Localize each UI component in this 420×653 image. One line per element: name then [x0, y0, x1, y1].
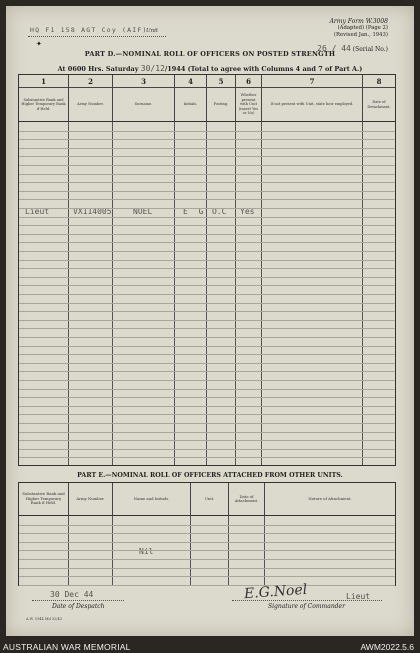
row-rule: [19, 559, 395, 560]
strength-date: 30/12: [140, 64, 165, 73]
row-rule: [19, 576, 395, 577]
col-desc-6: Whether present with Unit (insert Yes or No): [236, 88, 262, 122]
unit-value: HQ F1 158 AGT Coy (AIF): [30, 26, 148, 34]
row-rule: [19, 585, 395, 586]
row-rule: [19, 225, 395, 226]
row-rule: [19, 165, 395, 166]
part-e-table: [18, 482, 396, 586]
col-num-1: 1: [19, 75, 69, 88]
row-rule: [19, 148, 395, 149]
form-id-line: (Revised Jan., 1943): [333, 32, 388, 38]
row-rule: [19, 414, 395, 415]
row-rule: [19, 303, 395, 304]
despatch-rule: [32, 600, 124, 601]
row-rule: [19, 199, 395, 200]
row-rule: [19, 389, 395, 390]
col-num-6: 6: [236, 75, 262, 88]
despatch-label: Date of Despatch: [52, 603, 105, 610]
col-desc-3: Surname.: [113, 88, 175, 122]
serial-label: (Serial No.): [352, 46, 388, 53]
entry-rank: Lieut: [25, 207, 50, 216]
row-rule: [19, 457, 395, 458]
row-rule: [19, 533, 395, 534]
row-rule: [19, 311, 395, 312]
e-col-unit: Unit.: [191, 483, 229, 516]
row-rule: [19, 131, 395, 132]
row-rule: [19, 397, 395, 398]
document-sheet: [6, 6, 414, 636]
col-num-5: 5: [207, 75, 236, 88]
row-rule: [19, 320, 395, 321]
col-num-7: 7: [262, 75, 363, 88]
row-rule: [19, 525, 395, 526]
pin-mark-icon: ✦: [36, 40, 42, 48]
row-rule: [19, 449, 395, 450]
archive-caption: AUSTRALIAN WAR MEMORIAL: [3, 642, 131, 652]
row-rule: [19, 371, 395, 372]
col-desc-1: Substantive Rank and Higher Temporary Rank if Held.: [19, 88, 69, 122]
signature-label: Signature of Commander: [268, 603, 345, 610]
unit-rule: [28, 36, 166, 37]
row-rule: [19, 337, 395, 338]
row-rule: [19, 406, 395, 407]
e-col-nature: Nature of Attachment.: [265, 483, 395, 516]
entry-present: Yes: [240, 207, 255, 216]
e-col-date: Date of Attachment.: [229, 483, 265, 516]
entry-army-number: VX114005: [73, 207, 112, 216]
e-col-name: Name and Initials.: [113, 483, 191, 516]
row-rule: [19, 346, 395, 347]
row-rule: [19, 251, 395, 252]
strength-year: /1944: [164, 65, 186, 73]
row-rule: [19, 156, 395, 157]
row-rule: [19, 217, 395, 218]
col-num-4: 4: [175, 75, 207, 88]
row-rule: [19, 191, 395, 192]
row-rule: [19, 423, 395, 424]
e-col-rank: Substantive Rank and Higher Temporary Rank if Held.: [19, 483, 69, 516]
col-desc-2: Army Number.: [69, 88, 113, 122]
row-rule: [19, 242, 395, 243]
row-rule: [19, 550, 395, 551]
form-identifier: [330, 18, 388, 39]
row-rule: [19, 268, 395, 269]
entry-surname: NOEL: [133, 207, 153, 216]
row-rule: [19, 234, 395, 235]
part-d-title: PART D.—NOMINAL ROLL OF OFFICERS ON POSTED STRENGTH: [84, 50, 336, 58]
col-desc-7: If not present with Unit, state how employed.: [262, 88, 363, 122]
commander-signature: E.G.Noel: [243, 581, 308, 603]
col-desc-5: Posting.: [207, 88, 236, 122]
row-rule: [19, 182, 395, 183]
strength-line: [6, 64, 414, 73]
e-entry-nil: Nil: [139, 547, 154, 556]
row-rule: [19, 380, 395, 381]
serial-value: 26 / 44: [317, 44, 351, 53]
signature-rule: [232, 600, 382, 601]
part-e-title: PART E.—NOMINAL ROLL OF OFFICERS ATTACHED FROM OTHER UNITS.: [77, 472, 343, 479]
unit-label: Unit: [146, 28, 159, 34]
col-num-2: 2: [69, 75, 113, 88]
col-num-3: 3: [113, 75, 175, 88]
row-rule: [19, 440, 395, 441]
commander-rank: Lieut: [346, 592, 371, 601]
col-num-8: 8: [363, 75, 395, 88]
row-rule: [19, 285, 395, 286]
entry-posting: O.C: [212, 207, 227, 216]
entry-initials: E G: [183, 207, 207, 216]
row-rule: [19, 354, 395, 355]
accession-number: AWM2022.5.6: [360, 642, 414, 652]
strength-prefix: At 0600 Hrs. Saturday: [57, 65, 139, 73]
print-code: A.W. 1944 Md 32/43: [26, 617, 62, 621]
row-rule: [19, 542, 395, 543]
row-rule: [19, 294, 395, 295]
row-rule: [19, 260, 395, 261]
row-rule: [19, 208, 395, 209]
form-id-line: (Adapted) (Page 2): [337, 25, 388, 31]
strength-suffix: (Total to agree with Columns 4 and 7 of Part A.): [187, 65, 363, 73]
row-rule: [19, 277, 395, 278]
col-desc-8: Date of Detachment.: [363, 88, 395, 122]
row-rule: [19, 568, 395, 569]
row-rule: [19, 139, 395, 140]
col-desc-4: Initials.: [175, 88, 207, 122]
form-id-line: Army Form W.3008: [329, 18, 388, 25]
row-rule: [19, 328, 395, 329]
row-rule: [19, 174, 395, 175]
part-d-table: [18, 74, 396, 466]
e-col-number: Army Number.: [69, 483, 113, 516]
despatch-date: 30 Dec 44: [50, 590, 94, 599]
row-rule: [19, 363, 395, 364]
row-rule: [19, 432, 395, 433]
